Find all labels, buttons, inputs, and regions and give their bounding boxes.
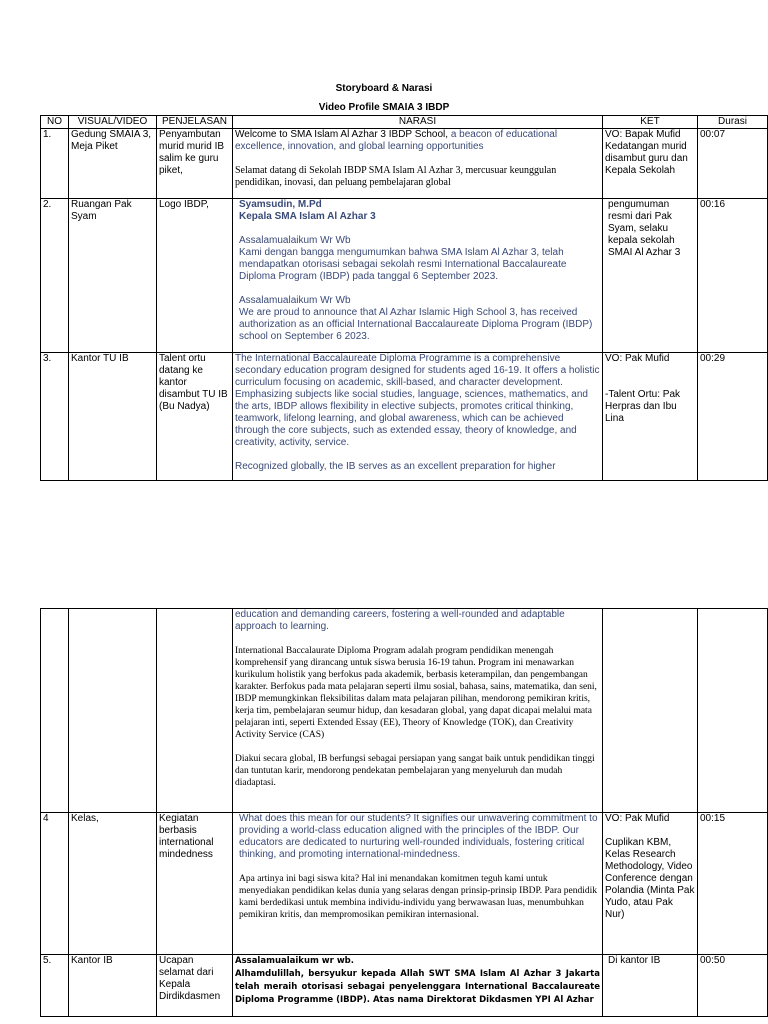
row-2-penjelasan: Logo IBDP, bbox=[157, 199, 233, 353]
table-row bbox=[41, 813, 768, 955]
row-2-salam-2: Assalamualaikum Wr Wb bbox=[239, 295, 351, 306]
row-2-visual: Ruangan Pak Syam bbox=[69, 199, 157, 353]
row-2-role: Kepala SMA Islam Al Azhar 3 bbox=[239, 211, 376, 222]
row-5-narasi-b: Alhamdulillah, bersyukur kepada Allah SWT SMA Islam Al Azhar 3 Jakarta telah meraih otorisasi sebagai penyelenggara International Baccalaureate Diploma Programme (IBDP). Atas nama Direktorat Dikdasmen YPI Al Azhar bbox=[235, 969, 600, 1005]
row-2-salam-1: Assalamualaikum Wr Wb bbox=[239, 235, 351, 246]
storyboard-table-bottom bbox=[40, 608, 768, 1017]
table-row bbox=[41, 129, 768, 199]
row-3-penjelasan: Talent ortu datang ke kantor disambut TU IB (Bu Nadya) bbox=[157, 353, 233, 481]
row-3-cont-narasi-en: education and demanding careers, fostering a well-rounded and adaptable approach to learning. bbox=[235, 609, 565, 632]
row-5-narasi bbox=[233, 955, 603, 1017]
row-2-no: 2. bbox=[41, 199, 69, 353]
row-1-visual: Gedung SMAIA 3, Meja Piket bbox=[69, 129, 157, 199]
document-title: Storyboard & Narasi bbox=[335, 83, 433, 94]
table-header-row bbox=[41, 116, 768, 129]
row-1-narasi-en-a: Welcome to SMA Islam Al Azhar 3 IBDP School, bbox=[235, 129, 449, 140]
row-3-continued-narasi bbox=[233, 609, 603, 813]
row-1-narasi-en-b: a beacon of educational excellence, innovation, and global learning opportunities bbox=[235, 129, 558, 152]
row-4-ket-a: VO: Pak Mufid bbox=[605, 813, 670, 824]
row-2-name: Syamsudin, M.Pd bbox=[239, 199, 322, 210]
table-row bbox=[41, 199, 768, 353]
row-3-visual: Kantor TU IB bbox=[69, 353, 157, 481]
row-3-durasi: 00:29 bbox=[698, 353, 768, 481]
row-1-narasi-id: Selamat datang di Sekolah IBDP SMA Islam Al Azhar 3, mercusuar keunggulan pendidikan, inovasi, dan peluang pembelajaran global bbox=[235, 165, 557, 188]
row-2-ket: pengumuman resmi dari Pak Syam, selaku kepala sekolah SMAI Al Azhar 3 bbox=[603, 199, 698, 353]
table-row bbox=[41, 353, 768, 481]
row-4-no: 4 bbox=[41, 813, 69, 955]
row-1-narasi bbox=[233, 129, 603, 199]
row-4-narasi-en: What does this mean for our students? It signifies our unwavering commitment to providing a world-class education aligned with the principles of the IBDP. Our educators are dedicated to nurturing well-rounded individuals, fostering critical thinking, and promoting international-mindedness. bbox=[239, 813, 598, 860]
row-3-narasi-en: The International Baccalaureate Diploma Programme is a comprehensive secondary education program designed for students aged 16-19. It offers a holistic curriculum focusing on academic, skill-based, and character development. Emphasizing subjects like social studies, language, sciences, mathematics, and the arts, IBDP allows flexibility in elective subjects, promotes critical thinking, teamwork, lifelong learning, and global awareness, which can be achieved through the core subjects, such as extended essay, theory of knowledge, and creativity, activity, service. bbox=[235, 353, 600, 448]
row-3-ket-a: VO: Pak Mufid bbox=[605, 353, 670, 364]
row-1-durasi: 00:07 bbox=[698, 129, 768, 199]
row-2-narasi-en: We are proud to announce that Al Azhar Islamic High School 3, has received authorization as an official International Baccalaureate Diploma Program (IBDP) school on September 6 2023. bbox=[239, 307, 593, 342]
header-visual: VISUAL/VIDEO bbox=[69, 116, 157, 129]
header-no: NO bbox=[41, 116, 69, 129]
row-3-narasi bbox=[233, 353, 603, 481]
row-1-ket: VO: Bapak Mufid Kedatangan murid disambut guru dan Kepala Sekolah bbox=[603, 129, 698, 199]
row-1-penjelasan: Penyambutan murid murid IB salim ke guru piket, bbox=[157, 129, 233, 199]
row-2-narasi-id: Kami dengan bangga mengumumkan bahwa SMA Islam Al Azhar 3, telah mendapatkan otorisasi sebagai sekolah resmi International Baccalaureate Diploma Program (IBDP) pada tanggal 6 September 2023. bbox=[239, 247, 567, 282]
row-3-narasi-en-2: Recognized globally, the IB serves as an excellent preparation for higher bbox=[235, 461, 556, 472]
header-durasi: Durasi bbox=[698, 116, 768, 129]
row-4-ket bbox=[603, 813, 698, 955]
row-2-durasi: 00:16 bbox=[698, 199, 768, 353]
row-2-narasi bbox=[233, 199, 603, 353]
document-subtitle: Video Profile SMAIA 3 IBDP bbox=[318, 102, 450, 113]
row-5-no: 5. bbox=[41, 955, 69, 1017]
row-3-ket-b: -Talent Ortu: Pak Herpras dan Ibu Lina bbox=[605, 389, 681, 424]
row-4-penjelasan: Kegiatan berbasis international mindedness bbox=[157, 813, 233, 955]
row-5-durasi: 00:50 bbox=[698, 955, 768, 1017]
row-3-no: 3. bbox=[41, 353, 69, 481]
header-ket: KET bbox=[603, 116, 698, 129]
row-1-no: 1. bbox=[41, 129, 69, 199]
row-3-cont-narasi-id: International Baccalaurate Diploma Program adalah program pendidikan menengah komprehensif yang dirancang untuk siswa berusia 16-19 tahun. Program ini menawarkan kurikulum holistik yang berfokus pada akademik, berbasis keterampilan, dan pengembangan karakter. Berfokus pada mata pelajaran seperti ilmu sosial, bahasa, sains, matematika, dan seni, IBDP memungkinkan fleksibilitas dalam mata pelajaran pilihan, mendorong pemikiran kritis, kerja tim, pembelajaran seumur hidup, dan kesadaran global, yang dapat dicapai melalui mata pelajaran inti, seperti Extended Essay (EE), Theory of Knowledge (TOK), dan Creativity Activity Service (CAS) bbox=[235, 646, 597, 740]
row-5-narasi-a: Assalamualaikum wr wb. bbox=[235, 956, 354, 966]
row-4-visual: Kelas, bbox=[69, 813, 157, 955]
row-4-narasi bbox=[233, 813, 603, 955]
row-4-durasi: 00:15 bbox=[698, 813, 768, 955]
row-5-ket: Di kantor IB bbox=[603, 955, 698, 1017]
header-penjelasan: PENJELASAN bbox=[157, 116, 233, 129]
table-row bbox=[41, 955, 768, 1017]
storyboard-table-top bbox=[40, 115, 768, 481]
row-3-cont-narasi-id-2: Diakui secara global, IB berfungsi sebagai persiapan yang sangat baik untuk pendidikan tinggi dan tuntutan karir, mendorong pendekatan pembelajaran yang menyeluruh dan mudah diadaptasi. bbox=[235, 754, 595, 788]
row-4-narasi-id: Apa artinya ini bagi siswa kita? Hal ini menandakan komitmen teguh kami untuk menyediakan pendidikan kelas dunia yang selaras dengan prinsip-prinsip IBDP. Para pendidik kami berdedikasi untuk membina individu-individu yang berwawasan luas, menumbuhkan pemikiran kritis, dan mempromosikan pemikiran internasional. bbox=[239, 874, 598, 920]
row-5-penjelasan: Ucapan selamat dari Kepala Dirdikdasmen bbox=[157, 955, 233, 1017]
row-5-visual: Kantor IB bbox=[69, 955, 157, 1017]
table-row bbox=[41, 609, 768, 813]
row-4-ket-b: Cuplikan KBM, Kelas Research Methodology, Video Conference dengan Polandia (Minta Pak Yudo, atau Pak Nur) bbox=[605, 837, 695, 920]
row-3-ket bbox=[603, 353, 698, 481]
header-narasi: NARASI bbox=[233, 116, 603, 129]
